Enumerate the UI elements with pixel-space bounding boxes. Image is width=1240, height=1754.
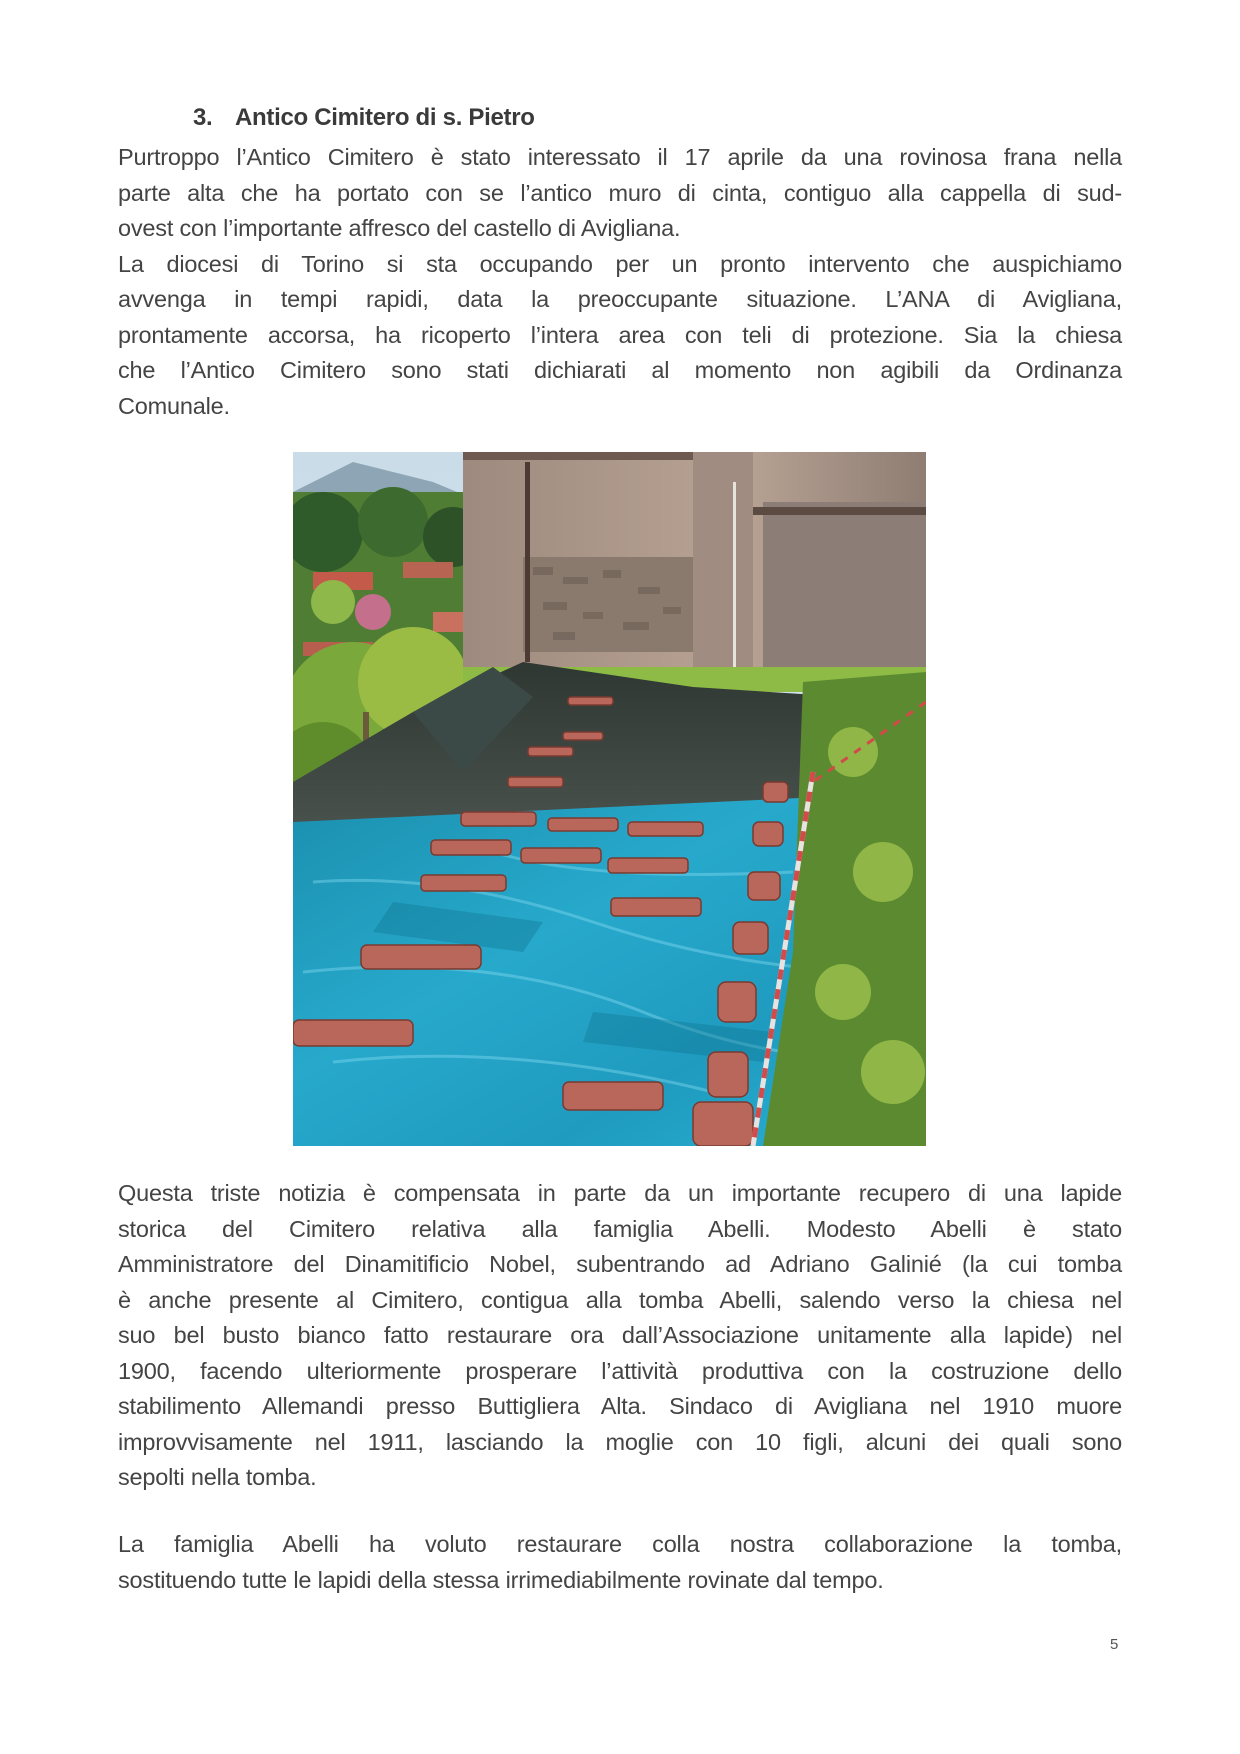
text-line: è anche presente al Cimitero, contigua alla tomba Abelli, salendo verso la chiesa nel [118, 1286, 1122, 1313]
text-line: 1900, facendo ulteriormente prosperare l’attività produttiva con la costruzione dello [118, 1357, 1122, 1384]
text-line: prontamente accorsa, ha ricoperto l’intera area con teli di protezione. Sia la chiesa [118, 321, 1122, 348]
text-line: La diocesi di Torino si sta occupando per un pronto intervento che auspichiamo [118, 250, 1122, 277]
cemetery-photo [293, 452, 926, 1146]
text-line: sepolti nella tomba. [118, 1464, 317, 1490]
text-line: improvvisamente nel 1911, lasciando la moglie con 10 figli, alcuni dei quali sono [118, 1428, 1122, 1455]
text-line: suo bel busto bianco fatto restaurare ora dall’Associazione unitamente alla lapide) nel [118, 1322, 1122, 1348]
downpipe [525, 462, 530, 662]
paragraph-landslide [118, 140, 1122, 424]
text-line: Comunale. [118, 392, 230, 419]
text-line: che l’Antico Cimitero sono stati dichiarati al momento non agibili da Ordinanza [118, 357, 1122, 383]
section-title: Antico Cimitero di s. Pietro [235, 104, 535, 131]
text-line: La famiglia Abelli ha voluto restaurare colla nostra collaborazione la tomba, [118, 1531, 1122, 1557]
text-line: Purtroppo l’Antico Cimitero è stato interessato il 17 aprile da una rovinosa frana nella [118, 144, 1122, 170]
section-number: 3. [193, 104, 213, 131]
text-line: ovest con l’importante affresco del castello di Avigliana. [118, 215, 681, 241]
paragraph-abelli-history [118, 1176, 1122, 1496]
paragraph-tomb-restoration [118, 1527, 1122, 1598]
text-line: avvenga in tempi rapidi, data la preoccupante situazione. L’ANA di Avigliana, [118, 286, 1122, 312]
text-line: stabilimento Allemandi presso Buttigliera Alta. Sindaco di Avigliana nel 1910 muore [118, 1393, 1122, 1419]
section-heading [193, 104, 535, 132]
text-line: Questa triste notizia è compensata in parte da un importante recupero di una lapide [118, 1180, 1122, 1206]
text-line: Amministratore del Dinamitificio Nobel, subentrando ad Adriano Galinié (la cui tomba [118, 1251, 1122, 1277]
text-line: parte alta che ha portato con se l’antico muro di cinta, contiguo alla cappella di sud- [118, 179, 1122, 206]
text-line: sostituendo tutte le lapidi della stessa irrimediabilmente rovinate dal tempo. [118, 1566, 884, 1593]
page-number: 5 [1110, 1636, 1119, 1653]
text-line: storica del Cimitero relativa alla famiglia Abelli. Modesto Abelli è stato [118, 1215, 1122, 1242]
